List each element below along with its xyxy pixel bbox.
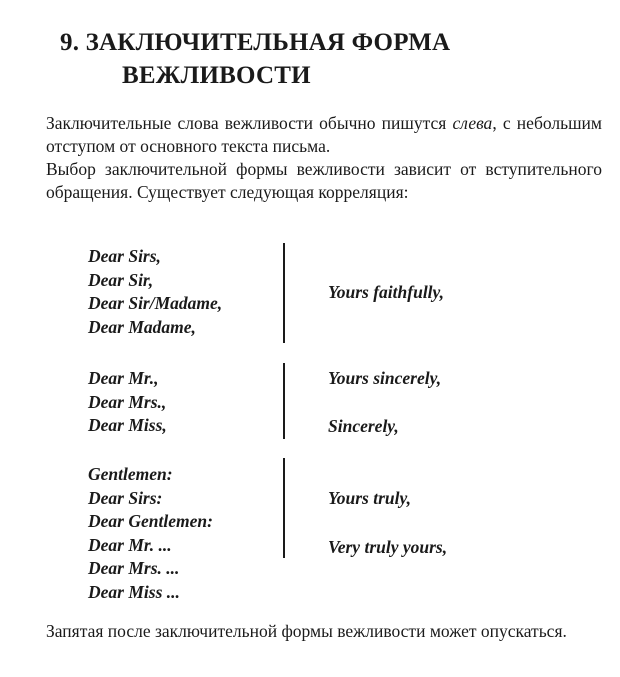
salutation-item: Dear Gentlemen:: [88, 511, 213, 531]
closing-phrase: Very truly yours,: [328, 537, 448, 557]
intro-emphasis: слева: [452, 113, 493, 133]
salutation-item: Dear Sirs:: [88, 487, 163, 508]
salutation-item: Dear Mr.,: [88, 368, 159, 388]
closing-phrase: Yours truly,: [328, 488, 411, 508]
intro-text-before: Заключительные слова вежливости обычно пишутся: [46, 113, 453, 133]
divider-line: [283, 458, 285, 558]
page-title: [60, 26, 580, 92]
intro-paragraph-2: Выбор заключительной формы вежливости зависит от вступительного обращения. Существует следующая корреляция:: [46, 159, 602, 202]
salutation-list: [88, 245, 222, 339]
salutation-item: Dear Miss ...: [88, 581, 180, 602]
closing-phrase: Yours sincerely,: [328, 368, 442, 388]
divider-line: [283, 243, 285, 343]
salutation-item: Dear Madame,: [88, 316, 196, 337]
closing-phrase: Yours faithfully,: [328, 282, 445, 302]
salutation-item: Dear Sir/Madame,: [88, 293, 223, 313]
closing-phrase: Sincerely,: [328, 416, 399, 436]
divider-line: [283, 363, 285, 439]
title-line-1: 9. ЗАКЛЮЧИТЕЛЬНАЯ ФОРМА: [60, 29, 451, 56]
title-line-2: ВЕЖЛИВОСТИ: [122, 62, 311, 89]
salutation-item: Gentlemen:: [88, 464, 173, 484]
salutation-item: Dear Mrs. ...: [88, 558, 180, 578]
footer-note: Запятая после заключительной формы вежливости может опускаться.: [46, 621, 567, 641]
salutation-list: [88, 463, 213, 604]
intro-text-after: , с небольшим отступом от основного текста письма.: [46, 113, 602, 156]
salutation-item: Dear Mr. ...: [88, 534, 172, 555]
intro-paragraph-1: [46, 112, 602, 157]
salutation-list: [88, 367, 167, 438]
salutation-item: Dear Miss,: [88, 415, 167, 435]
salutation-item: Dear Sirs,: [88, 246, 161, 266]
salutation-item: Dear Sir,: [88, 269, 154, 290]
salutation-item: Dear Mrs.,: [88, 391, 167, 412]
